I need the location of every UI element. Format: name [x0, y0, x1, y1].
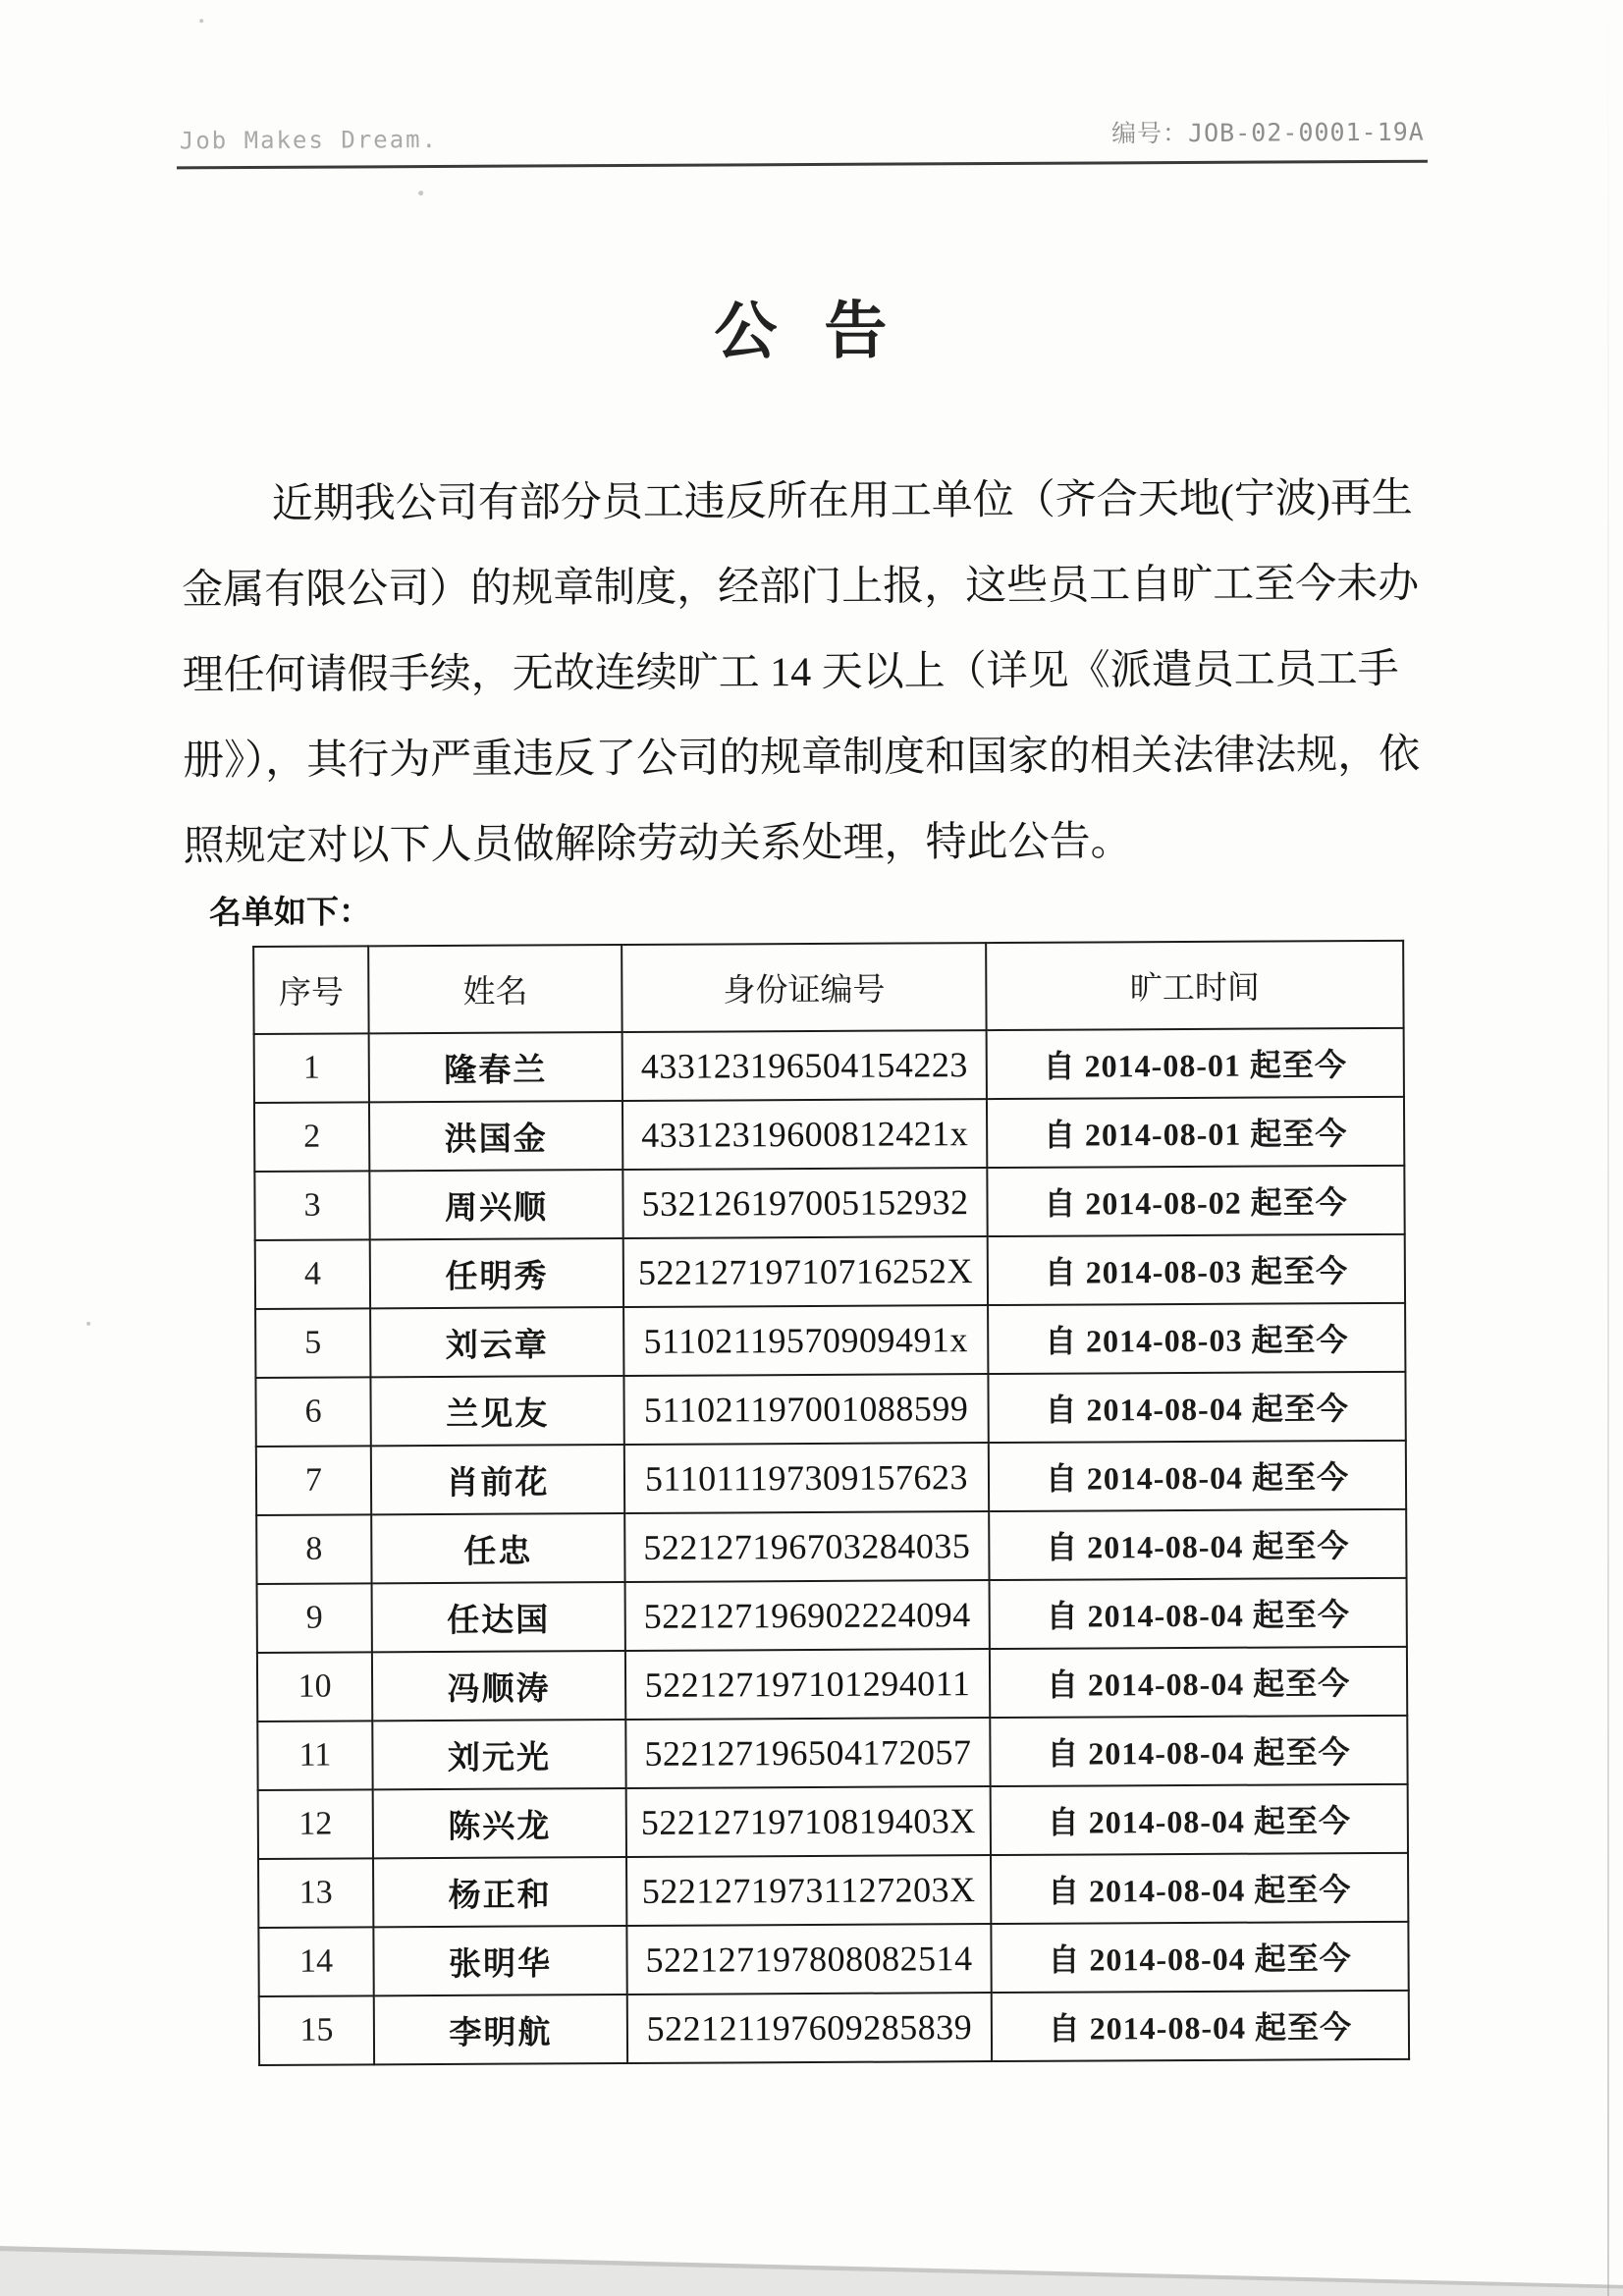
- cell-period: 自 2014-08-04 起至今: [989, 1441, 1406, 1511]
- cell-id: 522127196902224094: [625, 1580, 990, 1651]
- cell-name: 周兴顺: [369, 1170, 622, 1239]
- table-row: [257, 1578, 1407, 1653]
- scan-right-edge: [1607, 0, 1609, 2296]
- header-divider-line: [177, 160, 1428, 170]
- cell-no: 14: [258, 1927, 373, 1996]
- doc-header: [180, 113, 1425, 155]
- cell-name: 刘云章: [370, 1307, 623, 1377]
- cell-period: 自 2014-08-04 起至今: [991, 1784, 1408, 1855]
- cell-id: 522121197609285839: [627, 1993, 992, 2063]
- cell-no: 5: [255, 1308, 370, 1378]
- scan-speck: [418, 191, 423, 195]
- cell-id: 522127197101294011: [625, 1649, 990, 1720]
- cell-no: 7: [256, 1446, 371, 1515]
- cell-period: 自 2014-08-04 起至今: [990, 1647, 1407, 1718]
- table-row: [256, 1441, 1406, 1515]
- list-label: 名单如下：: [208, 893, 372, 931]
- cell-period: 自 2014-08-03 起至今: [988, 1303, 1405, 1374]
- cell-name: 冯顺涛: [372, 1651, 625, 1721]
- table-row: [254, 1028, 1404, 1103]
- cell-name: 刘元光: [372, 1720, 625, 1789]
- cell-name: 杨正和: [373, 1857, 626, 1927]
- cell-no: 15: [259, 1995, 374, 2065]
- cell-id: 522127197808082514: [626, 1924, 991, 1995]
- cell-id: 532126197005152932: [622, 1168, 987, 1238]
- table-row: [255, 1372, 1405, 1447]
- table-row: [257, 1647, 1407, 1722]
- cell-id: 52212719731127203X: [626, 1855, 991, 1926]
- scan-speck: [86, 1322, 90, 1326]
- body-line: 册》），其行为严重违反了公司的规章制度和国家的相关法律法规，依: [183, 732, 1421, 785]
- cell-period: 自 2014-08-04 起至今: [992, 1991, 1409, 2061]
- cell-period: 自 2014-08-01 起至今: [987, 1028, 1404, 1099]
- cell-no: 6: [255, 1377, 370, 1447]
- body-line: 照规定对以下人员做解除劳动关系处理，特此公告。: [183, 819, 1132, 870]
- cell-period: 自 2014-08-04 起至今: [991, 1922, 1408, 1993]
- body-line: 理任何请假手续，无故连续旷工 14 天以上（详见《派遣员工员工手: [182, 646, 1399, 699]
- cell-period: 自 2014-08-01 起至今: [987, 1097, 1404, 1168]
- cell-id: 511011197309157623: [624, 1443, 989, 1513]
- cell-period: 自 2014-08-04 起至今: [991, 1853, 1408, 1924]
- column-header-no: 序号: [253, 946, 368, 1034]
- cell-no: 9: [257, 1583, 372, 1653]
- cell-name: 陈兴龙: [373, 1788, 626, 1858]
- cell-no: 12: [258, 1789, 373, 1859]
- cell-period: 自 2014-08-03 起至今: [988, 1234, 1405, 1305]
- cell-no: 8: [256, 1514, 371, 1584]
- table-row: [255, 1303, 1405, 1378]
- table-row: [256, 1509, 1406, 1584]
- company-slogan: Job Makes Dream.: [179, 125, 439, 155]
- cell-no: 4: [255, 1239, 370, 1309]
- table-row: [255, 1234, 1405, 1309]
- table-row: [258, 1853, 1408, 1928]
- cell-no: 3: [254, 1171, 369, 1240]
- cell-id: 511021197001088599: [623, 1374, 988, 1445]
- cell-name: 洪国金: [369, 1101, 622, 1171]
- dismissal-roster-table: [252, 940, 1410, 2066]
- body-paragraph: [182, 457, 1433, 891]
- cell-id: 52212719710716252X: [623, 1236, 988, 1307]
- table-row: [257, 1716, 1407, 1790]
- cell-id: 433123196504154223: [622, 1030, 987, 1101]
- cell-no: 11: [257, 1721, 372, 1790]
- table-row: [254, 1166, 1404, 1240]
- cell-id: 52212719710819403X: [626, 1786, 991, 1857]
- doc-number: 编号：JOB-02-0001-19A: [1110, 117, 1425, 148]
- body-line: 近期我公司有部分员工违反所在用工单位（齐合天地(宁波)再生: [271, 475, 1413, 527]
- cell-period: 自 2014-08-04 起至今: [990, 1578, 1407, 1649]
- cell-no: 10: [257, 1652, 372, 1722]
- table-row: [258, 1922, 1408, 1996]
- cell-no: 1: [254, 1033, 369, 1103]
- cell-period: 自 2014-08-04 起至今: [990, 1716, 1407, 1786]
- table-header-row: [253, 941, 1403, 1034]
- cell-period: 自 2014-08-02 起至今: [987, 1166, 1404, 1236]
- page-title: 公 告: [714, 296, 903, 367]
- table-row: [258, 1784, 1408, 1859]
- scan-speck: [199, 19, 203, 23]
- cell-name: 任明秀: [370, 1238, 623, 1308]
- cell-name: 肖前花: [371, 1445, 624, 1514]
- cell-period: 自 2014-08-04 起至今: [989, 1509, 1406, 1580]
- cell-period: 自 2014-08-04 起至今: [988, 1372, 1405, 1443]
- cell-name: 任忠: [371, 1513, 624, 1583]
- table-row: [254, 1097, 1404, 1172]
- column-header-id: 身份证编号: [622, 943, 986, 1032]
- cell-name: 任达国: [372, 1582, 625, 1652]
- cell-name: 张明华: [373, 1926, 626, 1995]
- column-header-name: 姓名: [368, 945, 622, 1033]
- cell-id: 522127196703284035: [624, 1511, 989, 1582]
- cell-name: 隆春兰: [369, 1032, 622, 1102]
- cell-id: 43312319600812421x: [622, 1099, 987, 1170]
- cell-id: 522127196504172057: [625, 1718, 990, 1788]
- column-header-period: 旷工时间: [986, 941, 1403, 1030]
- cell-no: 13: [258, 1858, 373, 1928]
- cell-name: 李明航: [374, 1995, 627, 2064]
- body-line: 金属有限公司）的规章制度，经部门上报，这些员工自旷工至今未办: [182, 561, 1420, 614]
- cell-name: 兰见友: [370, 1376, 623, 1446]
- cell-id: 51102119570909491x: [623, 1305, 988, 1376]
- cell-no: 2: [254, 1102, 369, 1172]
- table-row: [259, 1991, 1409, 2065]
